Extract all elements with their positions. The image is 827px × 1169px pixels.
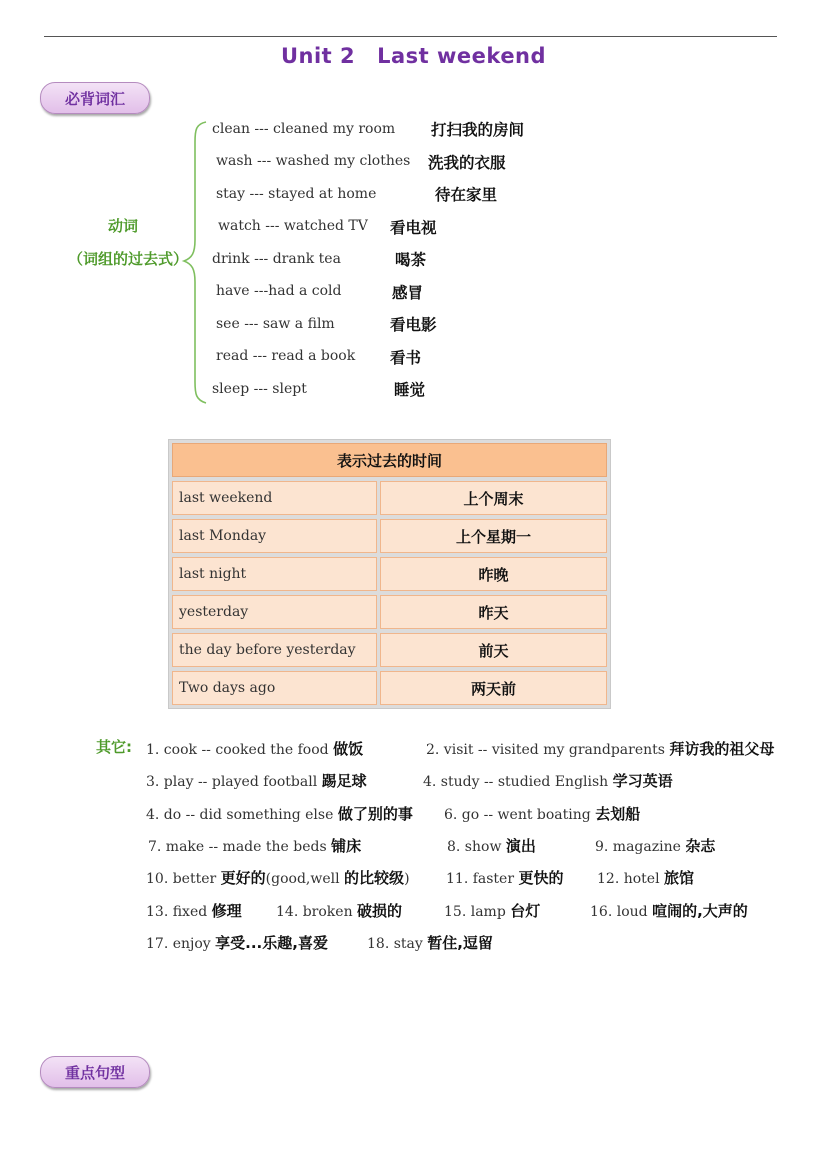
other-item-en: 13. fixed [146, 904, 212, 920]
other-item-cn: 杂志 [685, 837, 716, 855]
title-unit: Unit 2 [280, 44, 356, 68]
verb-en-7: see --- saw a film [216, 316, 335, 332]
verb-cn-3: 待在家里 [435, 186, 498, 204]
time-table-header: 表示过去的时间 [172, 443, 607, 477]
time-table [168, 439, 611, 709]
header-rule [44, 36, 777, 37]
title-topic: Last weekend [377, 44, 547, 68]
other-item-cn: 台灯 [510, 902, 541, 920]
other-item-cn: 修理 [211, 902, 242, 920]
other-item-1 [146, 738, 363, 759]
verb-cn-1: 打扫我的房间 [431, 121, 525, 139]
verb-cn-8: 看书 [390, 349, 422, 367]
other-item-note-cn: 的比较级 [344, 869, 405, 887]
verb-en-6: have ---had a cold [216, 283, 342, 299]
verb-label: 动词 [108, 217, 139, 235]
other-item-note-end: ) [404, 871, 410, 887]
other-item-cn: 破损的 [357, 902, 403, 920]
other-item-13 [146, 900, 242, 921]
verb-en-4: watch --- watched TV [218, 218, 368, 234]
table-cell-cn: 上个星期一 [380, 519, 607, 553]
other-item-9 [595, 835, 715, 856]
other-item-cn: 演出 [505, 837, 536, 855]
other-item-cn: 享受...乐趣,喜爱 [215, 934, 328, 952]
other-item-en: 1. cook -- cooked the food [146, 742, 334, 758]
other-item-cn: 学习英语 [612, 772, 673, 790]
other-item-8 [447, 835, 536, 856]
other-item-en: 4. study -- studied English [423, 774, 613, 790]
other-item-cn: 更好的 [220, 869, 266, 887]
other-item-17 [146, 932, 328, 953]
page-title [0, 44, 827, 68]
other-item-cn: 更快的 [518, 869, 564, 887]
verb-cn-7: 看电影 [390, 316, 437, 334]
table-cell-cn: 昨晚 [380, 557, 607, 591]
other-item-note: (good,well [265, 871, 345, 887]
other-item-11 [446, 867, 564, 888]
other-item-cn: 暂住,逗留 [427, 934, 493, 952]
verb-cn-9: 睡觉 [394, 381, 426, 399]
table-cell-en: yesterday [172, 595, 377, 629]
verb-sublabel: （词组的过去式） [68, 250, 189, 268]
verb-en-9: sleep --- slept [212, 381, 307, 397]
verb-en-3: stay --- stayed at home [216, 186, 377, 202]
other-item-cn: 拜访我的祖父母 [669, 740, 775, 758]
verb-en-8: read --- read a book [216, 348, 356, 364]
table-cell-cn: 两天前 [380, 671, 607, 705]
other-item-5 [146, 803, 413, 824]
other-item-14 [276, 900, 402, 921]
curly-brace-icon [180, 120, 210, 405]
table-cell-cn: 前天 [380, 633, 607, 667]
other-item-en: 3. play -- played football [146, 774, 322, 790]
verb-en-5: drink --- drank tea [212, 251, 341, 267]
other-item-en: 4. do -- did something else [146, 807, 338, 823]
other-item-cn: 旅馆 [664, 869, 695, 887]
other-item-en: 6. go -- went boating [444, 807, 596, 823]
other-item-en: 2. visit -- visited my grandparents [426, 742, 670, 758]
verb-en-2: wash --- washed my clothes [216, 153, 411, 169]
table-cell-cn: 昨天 [380, 595, 607, 629]
other-item-6 [444, 803, 640, 824]
section-badge-vocabulary: 必背词汇 [40, 82, 150, 114]
other-item-en: 9. magazine [595, 839, 686, 855]
other-item-en: 18. stay [367, 936, 428, 952]
other-item-en: 12. hotel [597, 871, 664, 887]
other-item-cn: 踢足球 [321, 772, 367, 790]
other-item-7 [148, 835, 361, 856]
table-cell-en: the day before yesterday [172, 633, 377, 667]
verb-en-1: clean --- cleaned my room [212, 121, 396, 137]
other-item-en: 14. broken [276, 904, 358, 920]
other-item-18 [367, 932, 493, 953]
other-item-cn: 去划船 [595, 805, 641, 823]
table-cell-en: last Monday [172, 519, 377, 553]
other-item-4 [423, 770, 673, 791]
other-item-en: 10. better [146, 871, 221, 887]
other-item-16 [590, 900, 748, 921]
other-item-3 [146, 770, 367, 791]
table-cell-en: last night [172, 557, 377, 591]
table-cell-en: last weekend [172, 481, 377, 515]
other-item-en: 16. loud [590, 904, 653, 920]
other-item-en: 7. make -- made the beds [148, 839, 332, 855]
other-item-cn: 喧闹的,大声的 [652, 902, 748, 920]
other-item-10 [146, 867, 410, 888]
verb-cn-6: 感冒 [392, 284, 424, 302]
other-item-en: 17. enjoy [146, 936, 216, 952]
others-label: 其它: [96, 738, 132, 756]
other-item-en: 8. show [447, 839, 506, 855]
other-item-2 [426, 738, 774, 759]
verb-cn-5: 喝茶 [395, 251, 427, 269]
table-cell-en: Two days ago [172, 671, 377, 705]
other-item-15 [444, 900, 540, 921]
other-item-en: 11. faster [446, 871, 519, 887]
other-item-12 [597, 867, 694, 888]
section-badge-key-sentences: 重点句型 [40, 1056, 150, 1088]
other-item-cn: 做了别的事 [337, 805, 413, 823]
other-item-en: 15. lamp [444, 904, 511, 920]
table-cell-cn: 上个周末 [380, 481, 607, 515]
verb-cn-4: 看电视 [390, 219, 437, 237]
other-item-cn: 做饭 [333, 740, 364, 758]
verb-cn-2: 洗我的衣服 [428, 154, 506, 172]
other-item-cn: 铺床 [331, 837, 362, 855]
